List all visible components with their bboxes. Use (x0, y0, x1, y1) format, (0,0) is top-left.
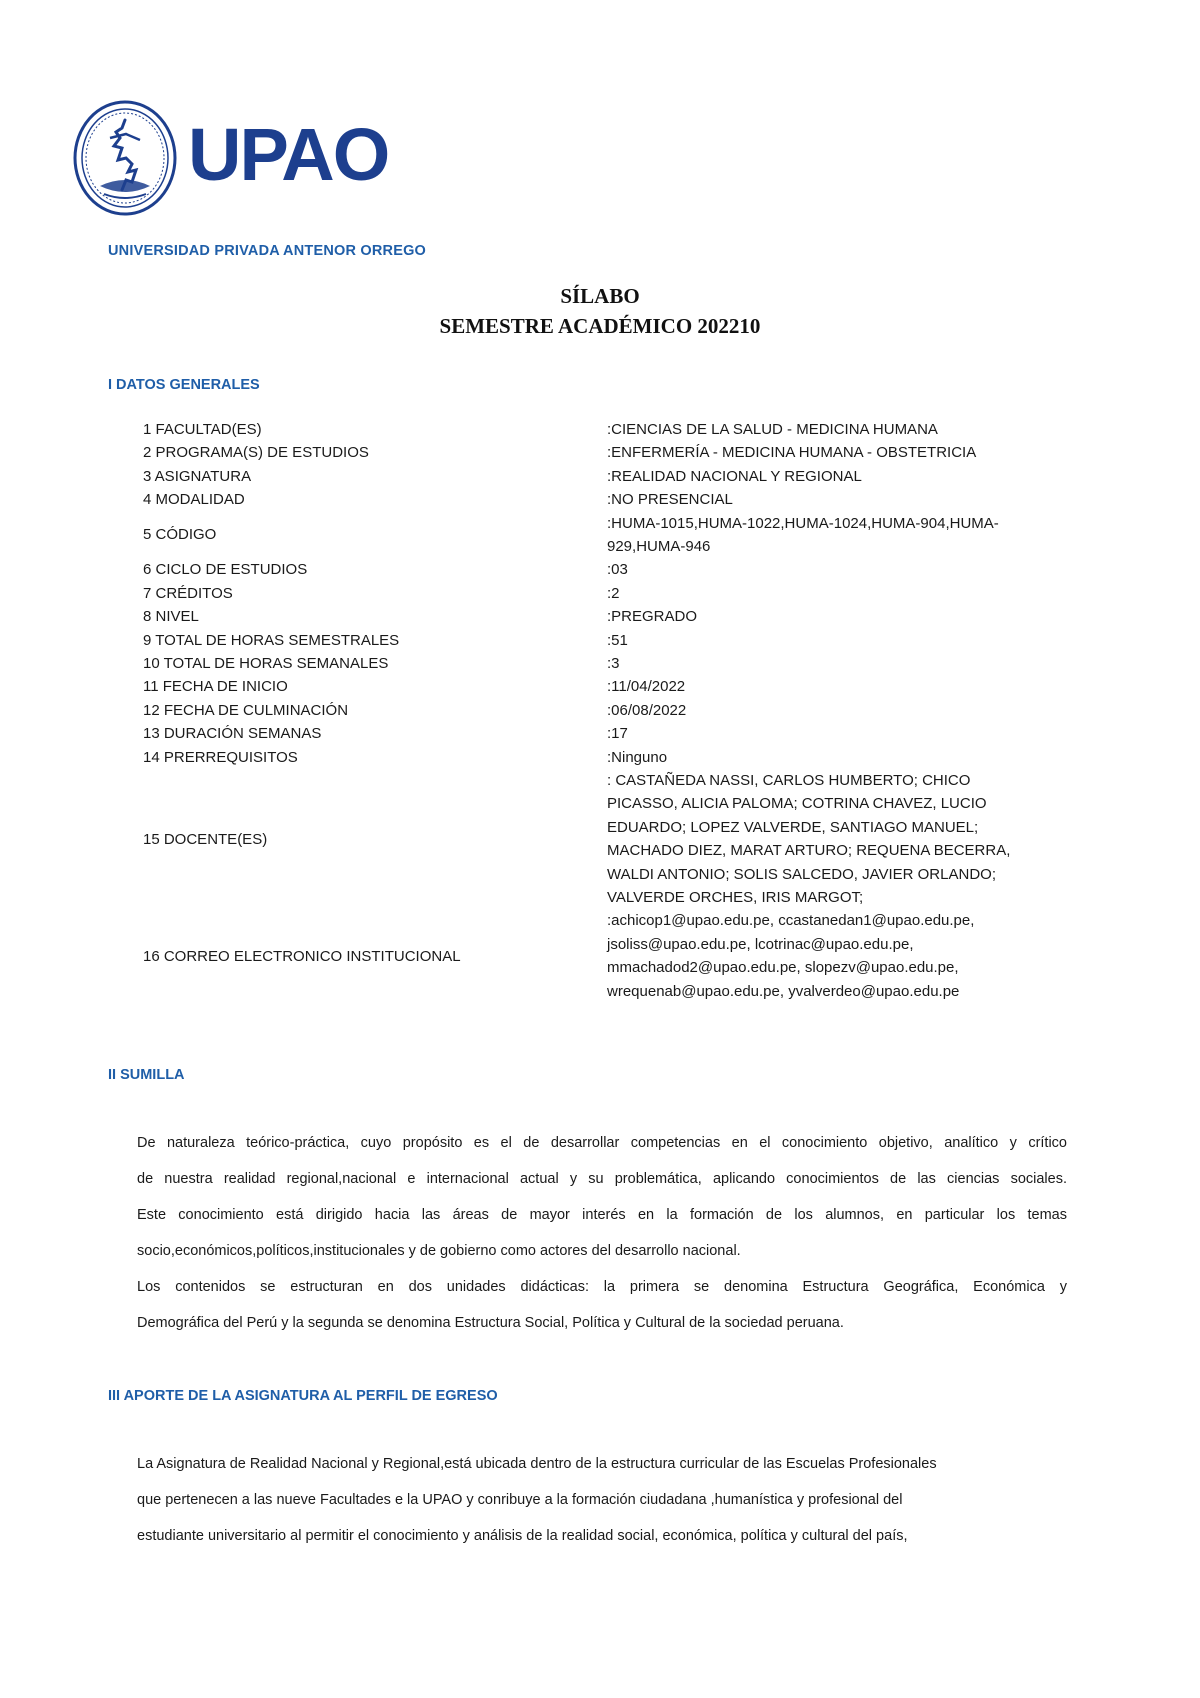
upao-logo (70, 98, 390, 218)
general-data-label: 7 CRÉDITOS (143, 584, 233, 602)
general-data-label: 1 FACULTAD(ES) (143, 421, 262, 438)
general-data-label: 16 CORREO ELECTRONICO INSTITUCIONAL (143, 947, 461, 965)
general-data-value-line: WALDI ANTONIO; SOLIS SALCEDO, JAVIER ORLANDO; (607, 865, 996, 883)
general-data-label: 4 MODALIDAD (143, 491, 245, 509)
general-data-label: 8 NIVEL (143, 608, 199, 626)
sumilla-line: Los contenidos se estructuran en dos unidades didácticas: la primera se denomina Estructura Geográfica, Económica y (137, 1279, 1067, 1295)
general-data-value: :2 (607, 584, 620, 602)
university-seal-icon (70, 98, 180, 218)
general-data-label: 9 TOTAL DE HORAS SEMESTRALES (143, 631, 400, 649)
general-data-label: 2 PROGRAMA(S) DE ESTUDIOS (143, 444, 369, 462)
general-data-value: :CIENCIAS DE LA SALUD - MEDICINA HUMANA (607, 421, 938, 438)
general-data-label: 13 DURACIÓN SEMANAS (143, 725, 322, 743)
sumilla-line: socio,económicos,políticos,institucionales y de gobierno como actores del desarrollo nacional. (137, 1243, 741, 1259)
general-data-value-line: MACHADO DIEZ, MARAT ARTURO; REQUENA BECERRA, (607, 842, 1011, 860)
general-data-value: :51 (607, 631, 628, 649)
general-data-value-line: VALVERDE ORCHES, IRIS MARGOT; (607, 889, 864, 906)
general-data-value-line: PICASSO, ALICIA PALOMA; COTRINA CHAVEZ, LUCIO (607, 795, 987, 813)
general-data-label: 12 FECHA DE CULMINACIÓN (143, 701, 349, 719)
university-name: UNIVERSIDAD PRIVADA ANTENOR ORREGO (108, 243, 427, 259)
general-data-value-line: :HUMA-1015,HUMA-1022,HUMA-1024,HUMA-904,HUMA- (607, 514, 999, 532)
general-data-value: :06/08/2022 (607, 701, 687, 719)
general-data-value-line: : CASTAÑEDA NASSI, CARLOS HUMBERTO; CHICO (607, 772, 971, 789)
aporte-line: La Asignatura de Realidad Nacional y Regional,está ubicada dentro de la estructura curricular de las Escuelas Profesionales (137, 1456, 937, 1472)
general-data-value: :NO PRESENCIAL (607, 491, 733, 509)
general-data-label: 11 FECHA DE INICIO (143, 678, 288, 696)
general-data-value: :ENFERMERÍA - MEDICINA HUMANA - OBSTETRICIA (607, 444, 977, 462)
aporte-line: estudiante universitario al permitir el conocimiento y análisis de la realidad social, económica, política y cultural del país, (137, 1528, 908, 1544)
general-data-value: :11/04/2022 (607, 678, 686, 696)
general-data-label: 15 DOCENTE(ES) (143, 830, 268, 848)
aporte-line: que pertenecen a las nueve Facultades e la UPAO y conribuye a la formación ciudadana ,humanística y profesional del (137, 1492, 903, 1508)
section-heading-aporte: III APORTE DE LA ASIGNATURA AL PERFIL DE EGRESO (108, 1388, 498, 1404)
general-data-value-line: wrequenab@upao.edu.pe, yvalverdeo@upao.edu.pe (607, 982, 960, 1000)
sumilla-line: de nuestra realidad regional,nacional e internacional actual y su problemática, aplicando conocimientos de las ciencias sociales. (137, 1171, 1067, 1187)
general-data-value-line: jsoliss@upao.edu.pe, lcotrinac@upao.edu.pe, (607, 935, 914, 953)
general-data-value: :17 (607, 725, 628, 743)
general-data-value-line: mmachadod2@upao.edu.pe, slopezv@upao.edu.pe, (607, 959, 959, 977)
general-data-value: :3 (607, 655, 620, 672)
general-data-label: 14 PRERREQUISITOS (143, 748, 298, 766)
general-data-label: 5 CÓDIGO (143, 526, 217, 544)
sumilla-line: De naturaleza teórico-práctica, cuyo propósito es el de desarrollar competencias en el conocimiento objetivo, analítico y crítico (137, 1135, 1067, 1151)
general-data-value-line: :achicop1@upao.edu.pe, ccastanedan1@upao.edu.pe, (607, 912, 975, 930)
general-data-value-line: EDUARDO; LOPEZ VALVERDE, SANTIAGO MANUEL; (607, 818, 979, 836)
section-heading-sumilla: II SUMILLA (108, 1067, 185, 1083)
general-data-label: 3 ASIGNATURA (143, 467, 252, 485)
document-title: SÍLABO (560, 284, 640, 308)
document-subtitle: SEMESTRE ACADÉMICO 202210 (439, 314, 761, 338)
general-data-value: :REALIDAD NACIONAL Y REGIONAL (607, 467, 862, 485)
general-data-label: 10 TOTAL DE HORAS SEMANALES (143, 655, 389, 672)
general-data-value: :Ninguno (607, 748, 668, 766)
general-data-label: 6 CICLO DE ESTUDIOS (143, 561, 308, 579)
sumilla-line: Este conocimiento está dirigido hacia las áreas de mayor interés en la formación de los alumnos, en particular los temas (137, 1207, 1067, 1223)
sumilla-line: Demográfica del Perú y la segunda se denomina Estructura Social, Política y Cultural de la sociedad peruana. (137, 1315, 844, 1331)
logo-wordmark: UPAO (188, 113, 389, 196)
section-heading-datos-generales: I DATOS GENERALES (108, 377, 260, 393)
general-data-value: :PREGRADO (607, 608, 698, 626)
general-data-value: :03 (607, 561, 628, 579)
general-data-value-line: 929,HUMA-946 (607, 538, 711, 555)
